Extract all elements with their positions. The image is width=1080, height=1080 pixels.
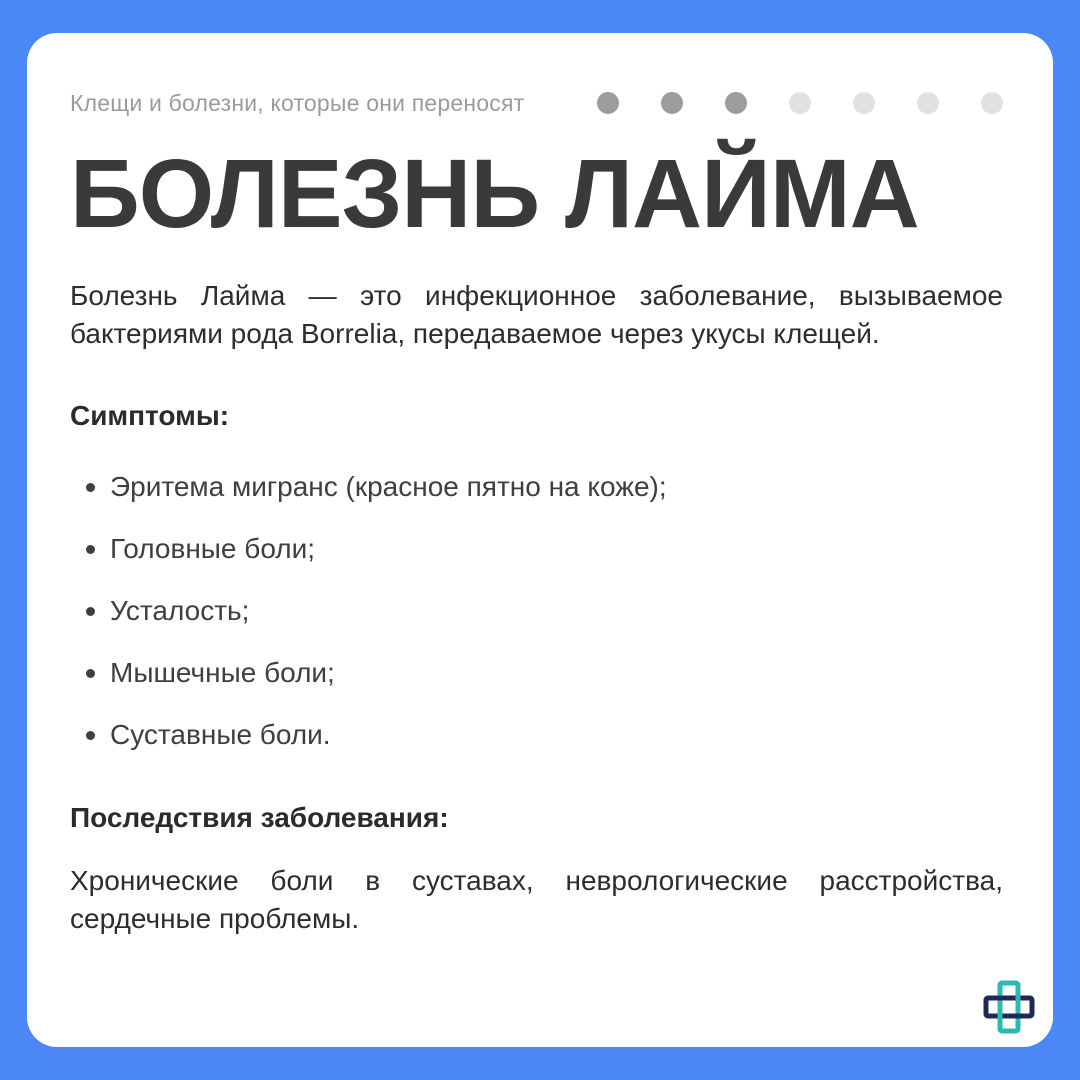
progress-dot — [789, 92, 811, 114]
symptom-list — [70, 468, 1003, 778]
symptoms-heading: Симптомы: — [70, 400, 230, 431]
medical-cross-logo — [981, 979, 1037, 1035]
list-item: Усталость; — [70, 592, 1003, 630]
progress-dot — [981, 92, 1003, 114]
page-title: БОЛЕЗНЬ ЛАЙМА — [70, 139, 919, 248]
list-item: Головные боли; — [70, 530, 1003, 568]
progress-dot — [917, 92, 939, 114]
progress-dot — [853, 92, 875, 114]
progress-dot — [725, 92, 747, 114]
progress-dot — [661, 92, 683, 114]
list-item: Суставные боли. — [70, 716, 1003, 754]
progress-dots — [597, 92, 1003, 114]
progress-dot — [597, 92, 619, 114]
header-row — [70, 78, 1003, 128]
list-item: Мышечные боли; — [70, 654, 1003, 692]
intro-paragraph: Болезнь Лайма — это инфекционное заболевание, вызываемое бактериями рода Borrelia, передаваемое через укусы клещей. — [70, 280, 1003, 349]
consequences-heading: Последствия заболевания: — [70, 802, 449, 833]
list-item: Эритема мигранс (красное пятно на коже); — [70, 468, 1003, 506]
series-title: Клещи и болезни, которые они переносят — [70, 89, 525, 116]
content-card — [27, 33, 1053, 1047]
consequences-paragraph: Хронические боли в суставах, неврологические расстройства, сердечные проблемы. — [70, 865, 1003, 934]
